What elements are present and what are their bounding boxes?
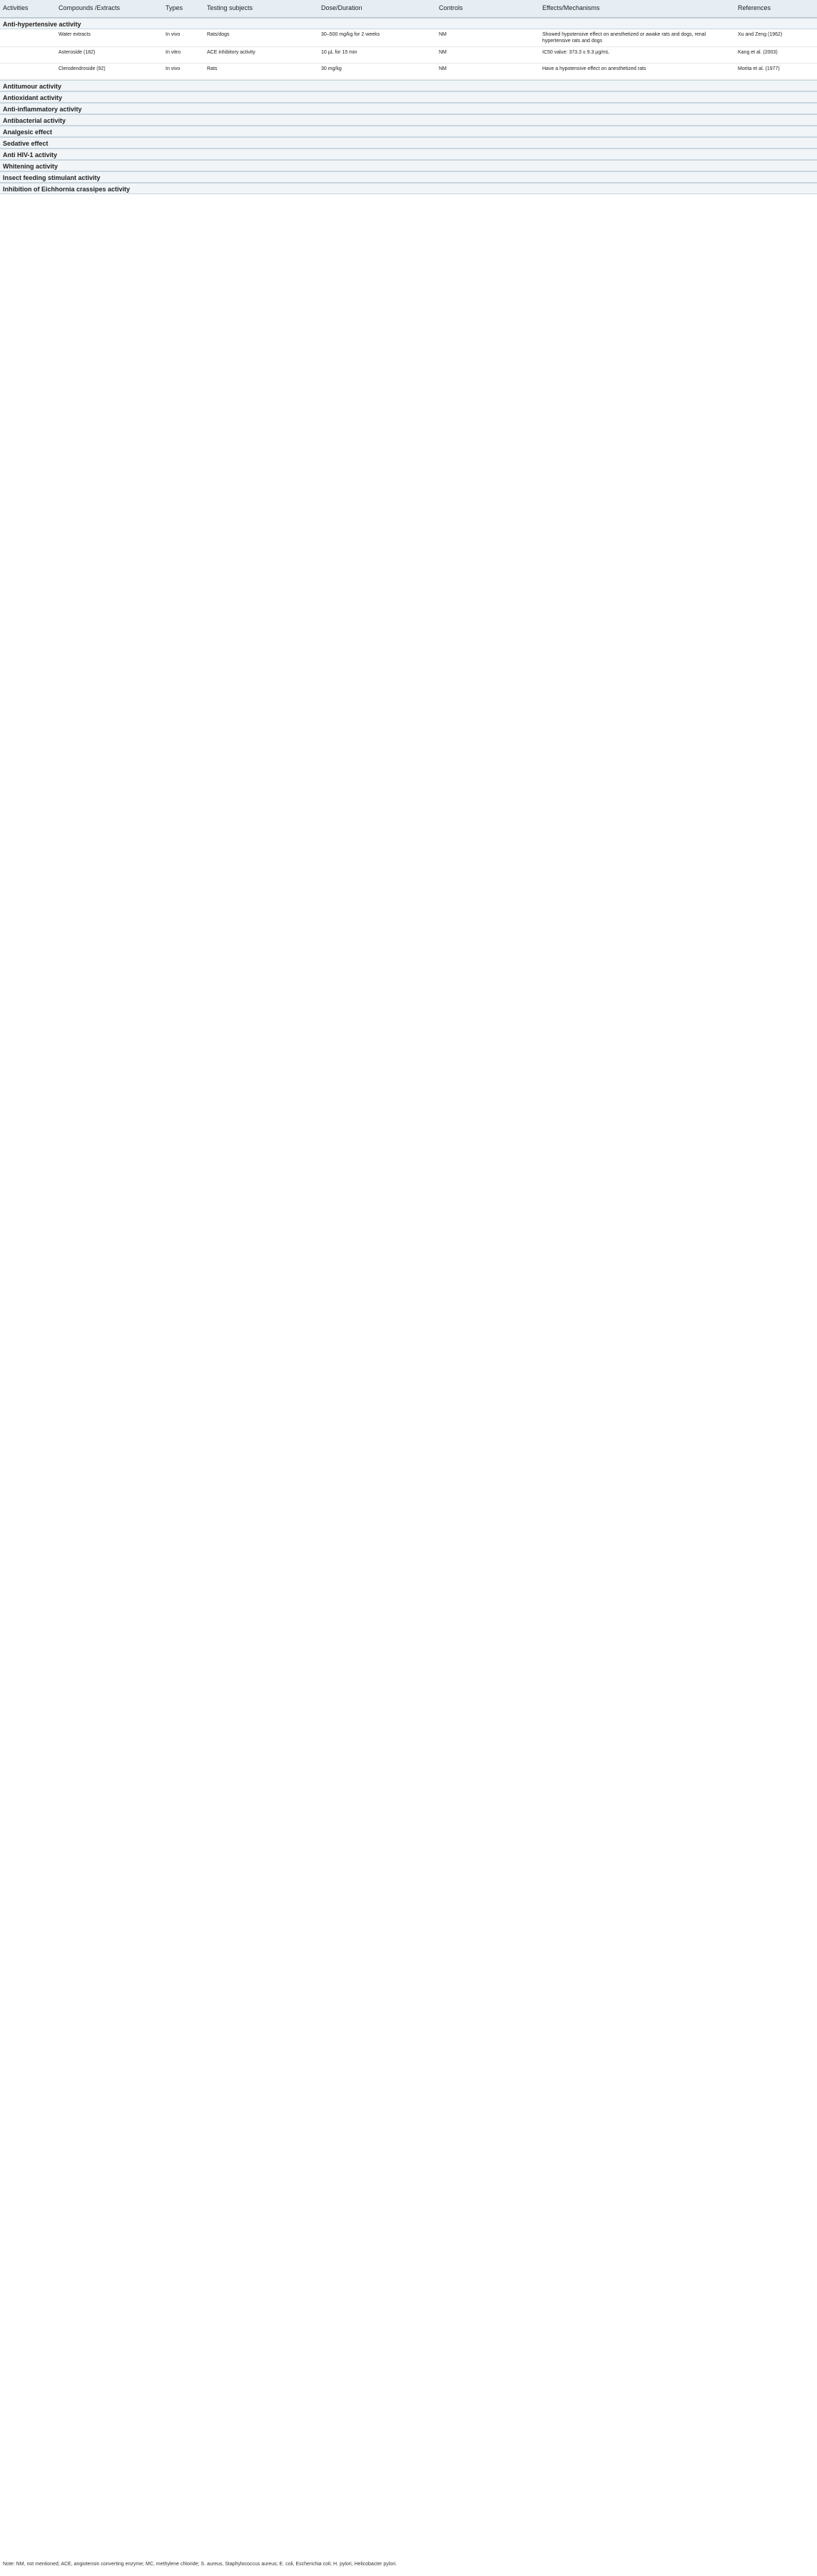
section-header: Analgesic effect — [0, 126, 817, 137]
cell-type: In vivo — [166, 66, 181, 71]
section-header: Antitumour activity — [0, 80, 817, 91]
section-header: Insect feeding stimulant activity — [0, 171, 817, 183]
cell-dose: 30–500 mg/kg for 2 weeks — [321, 32, 380, 37]
cell-subject: Rats — [207, 66, 218, 71]
cell-subject: ACE inhibitory activity — [207, 50, 255, 55]
section-header: Inhibition of Eichhornia crassipes activity — [0, 183, 817, 194]
footnote: Note: NM, not mentioned; ACE, angiotensin converting enzyme; MC, methylene chloride; S. aureus, Staphylococcus aureus; E. coli, Escherichia coli; H. pylori, Helicobacter pylori. — [3, 2562, 397, 2567]
col-types: Types — [166, 4, 183, 11]
cell-control: NM — [439, 66, 447, 71]
col-effects: Effects/Mechanisms — [542, 4, 600, 11]
section-header: Anti-inflammatory activity — [0, 103, 817, 114]
section-header: Antibacterial activity — [0, 114, 817, 126]
cell-compound: Clerodendroside (92) — [59, 66, 106, 71]
table-row — [0, 29, 817, 47]
cell-effect: IC50 value: 373.3 ± 9.3 μg/mL — [542, 50, 609, 55]
table-row — [0, 64, 817, 80]
cell-type: In vivo — [166, 32, 181, 37]
col-references: References — [738, 4, 771, 11]
cell-ref: Kang et al. (2003) — [738, 50, 778, 55]
col-controls: Controls — [439, 4, 463, 11]
cell-ref: Xu and Zeng (1962) — [738, 32, 783, 37]
cell-subject: Rats/dogs — [207, 32, 230, 37]
cell-activity — [0, 64, 56, 79]
col-testing-subjects: Testing subjects — [207, 4, 253, 11]
cell-dose: 10 μL for 15 min — [321, 50, 357, 55]
col-dose-duration: Dose/Duration — [321, 4, 362, 11]
col-activities: Activities — [3, 4, 29, 11]
section-header: Anti HIV-1 activity — [0, 149, 817, 160]
table-header — [0, 0, 817, 18]
section-header: Anti-hypertensive activity — [0, 18, 817, 29]
cell-activity — [0, 47, 56, 63]
cell-compound: Asteroside (182) — [59, 50, 96, 55]
table-body — [0, 18, 817, 194]
cell-dose: 30 mg/kg — [321, 66, 342, 71]
col-compounds: Compounds /Extracts — [59, 4, 121, 11]
table-row — [0, 47, 817, 64]
section-header: Antioxidant activity — [0, 91, 817, 103]
cell-compound: Water extracts — [59, 32, 91, 37]
cell-control: NM — [439, 32, 447, 37]
cell-type: In vitro — [166, 50, 181, 55]
section-header: Whitening activity — [0, 160, 817, 171]
cell-effect: Showed hypotensive effect on anesthetized or awake rats and dogs, renal hypertensive rats and dogs — [542, 32, 706, 44]
cell-effect: Have a hypotensive effect on anesthetized rats — [542, 66, 646, 71]
cell-activity — [0, 29, 56, 46]
section-header: Sedative effect — [0, 137, 817, 149]
cell-control: NM — [439, 50, 447, 55]
cell-ref: Morita et al. (1977) — [738, 66, 780, 71]
